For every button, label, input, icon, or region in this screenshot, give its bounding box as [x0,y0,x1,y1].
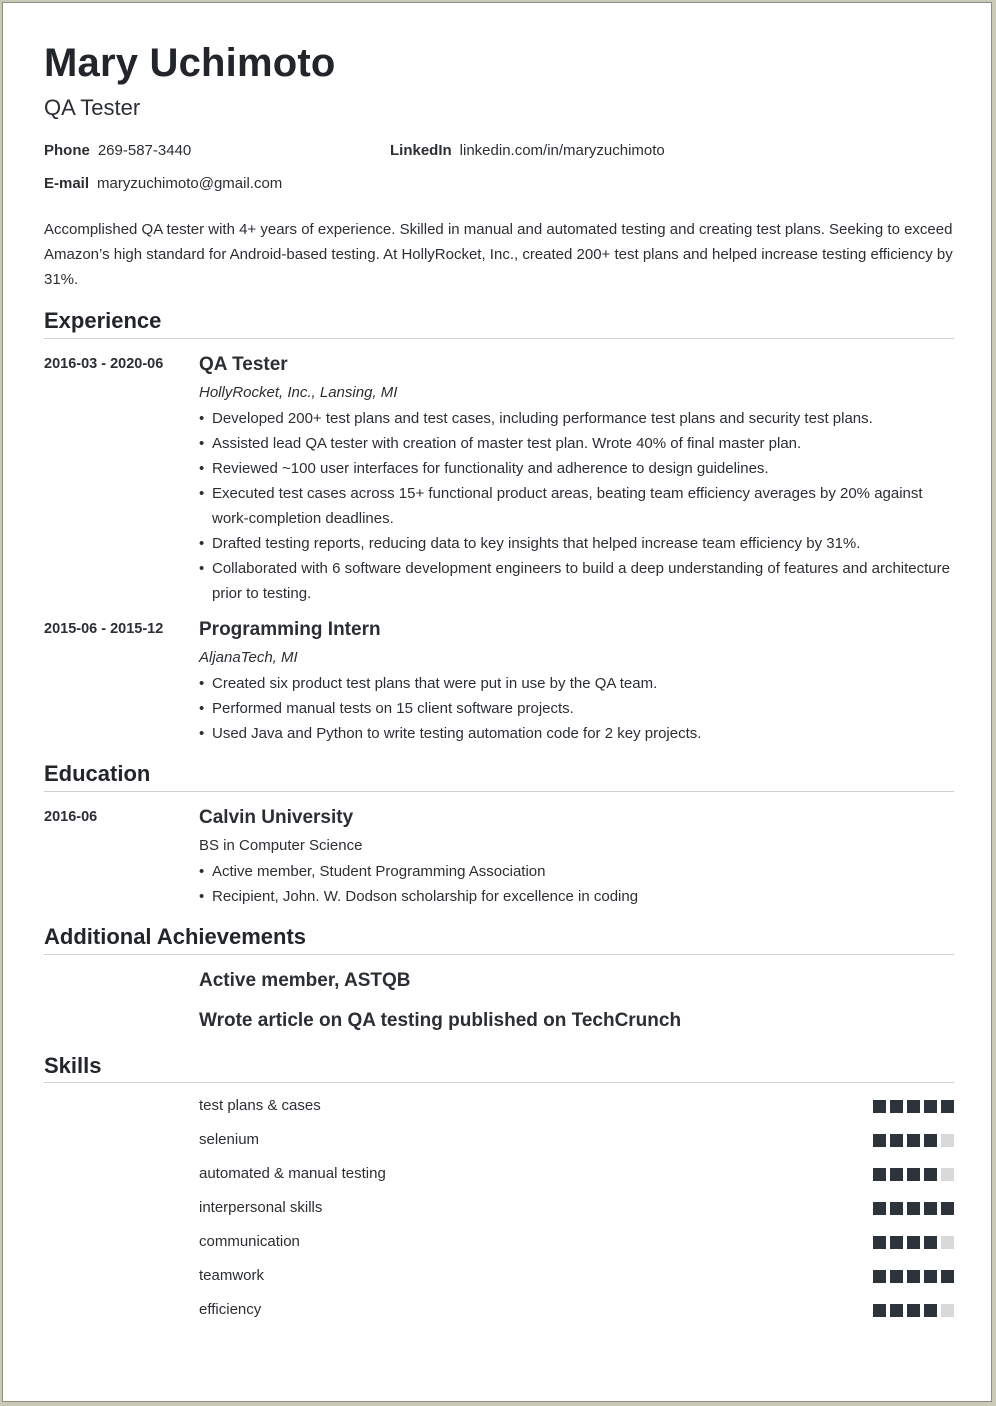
list-item: • Collaborated with 6 software development engineers to build a deep understanding of features and architecture prior to testing. [199,556,959,606]
skill-rating [873,1304,954,1317]
list-item: • Developed 200+ test plans and test cases, including performance test plans and security test plans. [199,406,959,431]
school-name: Calvin University [199,807,354,828]
skill-row [199,1301,954,1321]
achievements-divider [44,954,954,955]
rating-square-filled [873,1236,886,1249]
rating-square-filled [907,1304,920,1317]
skill-rating [873,1236,954,1249]
rating-square-filled [890,1134,903,1147]
rating-square-empty [941,1236,954,1249]
job-2-dates: 2015-06 - 2015-12 [44,621,164,637]
phone-value: 269-587-3440 [97,142,192,159]
rating-square-filled [873,1270,886,1283]
list-item: • Active member, Student Programming Association [199,859,959,884]
candidate-title: QA Tester [44,95,141,120]
contact-email [44,175,282,192]
job-1-dates: 2016-03 - 2020-06 [44,356,164,372]
education-bullets [199,859,959,909]
list-item: • Reviewed ~100 user interfaces for functionality and adherence to design guidelines. [199,456,959,481]
linkedin-label: LinkedIn [390,142,452,159]
skill-rating [873,1134,954,1147]
list-item: • Drafted testing reports, reducing data to key insights that helped increase team efficiency by 31%. [199,531,959,556]
job-1-bullets [199,406,959,606]
skill-name: efficiency [199,1301,262,1318]
skill-name: interpersonal skills [199,1199,323,1216]
rating-square-filled [924,1236,937,1249]
rating-square-empty [941,1304,954,1317]
rating-square-filled [907,1236,920,1249]
skill-name: automated & manual testing [199,1165,386,1182]
skill-name: selenium [199,1131,260,1148]
rating-square-filled [924,1134,937,1147]
skill-rating [873,1100,954,1113]
skills-heading: Skills [44,1053,102,1078]
skill-row [199,1165,954,1185]
rating-square-filled [890,1270,903,1283]
professional-summary: Accomplished QA tester with 4+ years of experience. Skilled in manual and automated testing and creating test plans. Seeking to exceed Amazon’s high standard for Android-based testing. At HollyRocket, Inc., created 200+ test plans and helped increase testing efficiency by 31%. [44,221,953,288]
rating-square-filled [907,1270,920,1283]
contact-linkedin [390,142,665,159]
email-label: E-mail [44,175,90,192]
rating-square-filled [941,1202,954,1215]
rating-square-filled [924,1304,937,1317]
skill-row [199,1199,954,1219]
rating-square-filled [924,1270,937,1283]
contact-phone [44,142,191,159]
rating-square-filled [907,1168,920,1181]
rating-square-filled [873,1304,886,1317]
list-item: • Recipient, John. W. Dodson scholarship for excellence in coding [199,884,959,909]
rating-square-filled [924,1168,937,1181]
rating-square-filled [873,1202,886,1215]
skills-divider [44,1082,954,1083]
education-date: 2016-06 [44,809,98,825]
job-1-company: HollyRocket, Inc., Lansing, MI [199,384,398,401]
rating-square-filled [941,1100,954,1113]
linkedin-value: linkedin.com/in/maryzuchimoto [459,142,665,159]
rating-square-filled [890,1168,903,1181]
rating-square-filled [907,1134,920,1147]
skill-rating [873,1270,954,1283]
skill-row [199,1131,954,1151]
education-divider [44,791,954,792]
skill-name: test plans & cases [199,1097,321,1114]
skill-row [199,1233,954,1253]
job-2-role: Programming Intern [199,619,381,640]
list-item: • Executed test cases across 15+ functional product areas, beating team efficiency averages by 20% against work-completion deadlines. [199,481,959,531]
list-item: • Performed manual tests on 15 client software projects. [199,696,959,721]
skill-rating [873,1202,954,1215]
achievement-item: Active member, ASTQB [199,970,411,991]
degree: BS in Computer Science [199,837,363,854]
rating-square-filled [873,1168,886,1181]
skill-row [199,1267,954,1287]
rating-square-filled [907,1100,920,1113]
skill-row [199,1097,954,1117]
rating-square-filled [907,1202,920,1215]
list-item: • Assisted lead QA tester with creation of master test plan. Wrote 40% of final master plan. [199,431,959,456]
resume-page [2,2,992,1402]
list-item: • Created six product test plans that were put in use by the QA team. [199,671,959,696]
skill-name: teamwork [199,1267,265,1284]
skill-rating [873,1168,954,1181]
rating-square-filled [890,1236,903,1249]
rating-square-filled [941,1270,954,1283]
education-heading: Education [44,761,151,786]
email-value: maryzuchimoto@gmail.com [97,175,283,192]
rating-square-filled [890,1100,903,1113]
job-1-role: QA Tester [199,354,288,375]
list-item: • Used Java and Python to write testing automation code for 2 key projects. [199,721,959,746]
skill-name: communication [199,1233,300,1250]
rating-square-filled [924,1100,937,1113]
experience-heading: Experience [44,308,162,333]
job-2-company: AljanaTech, MI [199,649,298,666]
job-2-bullets [199,671,959,746]
rating-square-empty [941,1134,954,1147]
rating-square-filled [890,1304,903,1317]
rating-square-empty [941,1168,954,1181]
rating-square-filled [924,1202,937,1215]
achievement-item: Wrote article on QA testing published on TechCrunch [199,1010,682,1031]
rating-square-filled [873,1134,886,1147]
rating-square-filled [890,1202,903,1215]
phone-label: Phone [44,142,90,159]
candidate-name: Mary Uchimoto [44,41,336,85]
rating-square-filled [873,1100,886,1113]
experience-divider [44,338,954,339]
achievements-heading: Additional Achievements [44,924,307,949]
